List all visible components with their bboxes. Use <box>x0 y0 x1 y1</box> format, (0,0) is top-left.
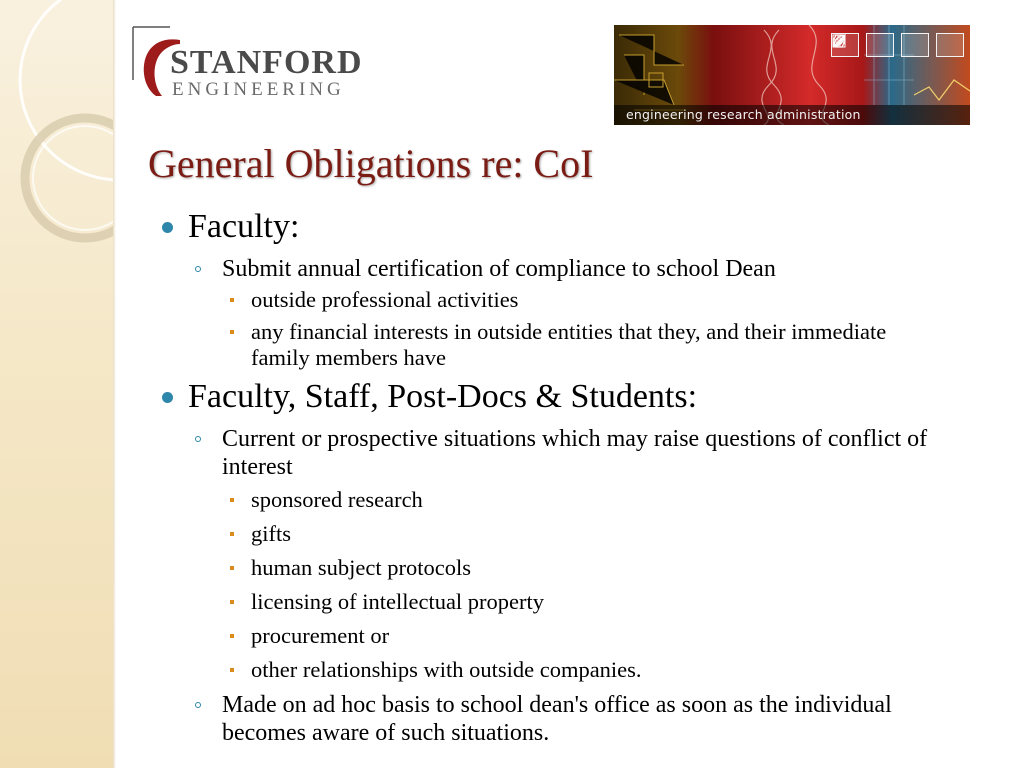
leaf-icon <box>866 33 894 57</box>
bullet-dot-icon <box>162 392 173 403</box>
list-item <box>224 623 962 649</box>
hollow-circle-bullet-icon <box>195 702 201 708</box>
list-item <box>192 425 962 683</box>
list-item <box>224 589 962 615</box>
list-item <box>192 255 960 371</box>
side-band-edge <box>113 0 116 768</box>
logo-word-engineering: ENGINEERING <box>172 79 345 100</box>
square-bullet-icon <box>230 600 234 604</box>
sub-sub-list <box>222 287 960 371</box>
square-bullet-icon <box>230 330 234 334</box>
grid-icon <box>901 33 929 57</box>
hollow-circle-bullet-icon <box>195 436 201 442</box>
square-bullet-icon <box>230 566 234 570</box>
list-item <box>224 319 931 371</box>
sub-list <box>188 425 960 747</box>
banner-icon-row <box>831 33 964 57</box>
banner-caption: engineering research administration <box>626 107 861 122</box>
list-item <box>224 657 962 683</box>
banner-caption-bar <box>614 105 970 125</box>
slide-title: General Obligations re: CoI <box>148 141 594 186</box>
list-item-text: outside professional activities <box>251 287 519 312</box>
slide-content <box>160 207 960 747</box>
list-item-text: Current or prospective situations which may raise questions of conflict of interest <box>222 426 928 480</box>
bullet-faculty <box>160 207 960 371</box>
bullet-faculty-staff-postdocs-students <box>160 377 960 747</box>
list-item <box>224 521 962 547</box>
list-item-text: licensing of intellectual property <box>251 589 545 614</box>
list-item-text: other relationships with outside companies. <box>251 657 642 682</box>
list-item-text: sponsored research <box>251 487 423 512</box>
list-item-text: Made on ad hoc basis to school dean's office as soon as the individual becomes aware of such situations. <box>222 692 892 746</box>
list-item <box>224 287 960 313</box>
stanford-engineering-logo <box>130 22 390 102</box>
list-item <box>224 487 962 513</box>
decorative-circles <box>0 0 113 768</box>
list-item-text: Submit annual certification of compliance to school Dean <box>222 256 776 282</box>
bullet-dot-icon <box>162 222 173 233</box>
bullet-heading: Faculty: <box>188 208 300 245</box>
square-bullet-icon <box>230 498 234 502</box>
bullet-list <box>160 207 960 747</box>
decorative-side-band <box>0 0 113 768</box>
list-item-text: gifts <box>251 521 292 546</box>
bullet-heading: Faculty, Staff, Post-Docs & Students: <box>188 378 698 415</box>
list-item-text: any financial interests in outside entities that they, and their immediate family members have <box>251 319 887 370</box>
square-bullet-icon <box>230 634 234 638</box>
list-item-text: human subject protocols <box>251 555 471 580</box>
list-item <box>224 555 962 581</box>
logo-word-stanford: STANFORD <box>170 44 363 81</box>
square-bullet-icon <box>230 668 234 672</box>
hexagon-icon <box>936 33 964 57</box>
square-bullet-icon <box>230 298 234 302</box>
list-item-text: procurement or <box>251 623 390 648</box>
banner-image <box>614 25 970 125</box>
sub-list <box>188 255 960 371</box>
list-item <box>192 691 942 747</box>
sub-sub-list <box>222 487 962 683</box>
square-bullet-icon <box>230 532 234 536</box>
hollow-circle-bullet-icon <box>195 266 201 272</box>
